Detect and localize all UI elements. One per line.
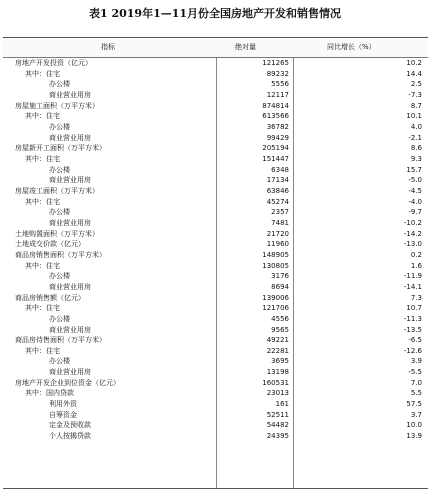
- row-absolute-value: 3695: [271, 357, 289, 366]
- row-indicator: 其中：住宅: [25, 69, 60, 78]
- row-absolute-value: 121706: [262, 304, 289, 313]
- table-row: [3, 420, 428, 431]
- row-growth-value: -11.9: [403, 272, 422, 281]
- row-growth-value: -12.6: [403, 346, 422, 355]
- row-absolute-value: 45274: [266, 197, 289, 206]
- row-absolute-value: 3176: [271, 272, 289, 281]
- row-indicator: 办公楼: [49, 80, 70, 89]
- row-growth-value: -13.5: [403, 325, 422, 334]
- row-absolute-value: 139006: [262, 293, 289, 302]
- row-indicator: 办公楼: [49, 122, 70, 131]
- row-indicator: 商业营业用房: [49, 218, 91, 227]
- row-growth-value: -4.5: [408, 186, 422, 195]
- table-row: [3, 69, 428, 80]
- table-row: [3, 431, 428, 442]
- row-indicator: 土地购置面积（万平方米）: [15, 229, 99, 238]
- row-absolute-value: 121265: [262, 59, 289, 67]
- row-absolute-value: 148905: [262, 250, 289, 259]
- table-header: [3, 38, 428, 58]
- row-indicator: 商品房待售面积（万平方米）: [15, 336, 106, 345]
- row-indicator: 办公楼: [49, 272, 70, 281]
- row-growth-value: -5.5: [408, 368, 422, 377]
- row-growth-value: 10.1: [406, 112, 422, 121]
- row-growth-value: 8.6: [410, 144, 422, 153]
- row-indicator: 其中：住宅: [25, 112, 60, 121]
- row-growth-value: -14.1: [403, 282, 422, 291]
- row-absolute-value: 23013: [266, 389, 289, 398]
- row-absolute-value: 63846: [266, 186, 289, 195]
- row-absolute-value: 5556: [271, 80, 289, 89]
- row-absolute-value: 36782: [266, 122, 289, 131]
- row-indicator: 其中：住宅: [25, 261, 60, 270]
- table-row: [3, 133, 428, 144]
- row-absolute-value: 54482: [266, 421, 289, 430]
- row-absolute-value: 160531: [262, 378, 289, 387]
- row-indicator: 办公楼: [49, 165, 70, 174]
- row-growth-value: 14.4: [406, 69, 422, 78]
- row-indicator: 商业营业用房: [49, 176, 91, 185]
- row-growth-value: -4.0: [408, 197, 422, 206]
- table-row: [3, 314, 428, 325]
- row-growth-value: 10.0: [406, 421, 422, 430]
- row-absolute-value: 151447: [262, 154, 289, 163]
- row-absolute-value: 89232: [266, 69, 289, 78]
- table-row: [3, 399, 428, 410]
- table-row: [3, 197, 428, 208]
- table-row: [3, 58, 428, 69]
- row-absolute-value: 874814: [262, 101, 289, 110]
- row-indicator: 商品房销售额（亿元）: [15, 293, 85, 302]
- row-absolute-value: 24395: [266, 432, 289, 441]
- table-row: [3, 293, 428, 304]
- row-absolute-value: 130805: [262, 261, 289, 270]
- row-absolute-value: 7481: [271, 218, 289, 227]
- table-row: [3, 175, 428, 186]
- table-row: [3, 154, 428, 165]
- row-growth-value: 5.5: [410, 389, 422, 398]
- row-indicator: 房地产开发投资（亿元）: [15, 59, 92, 67]
- row-absolute-value: 4556: [271, 314, 289, 323]
- table-row: [3, 229, 428, 240]
- table-row: [3, 207, 428, 218]
- row-growth-value: 15.7: [406, 165, 422, 174]
- row-indicator: 商业营业用房: [49, 282, 91, 291]
- row-indicator: 自筹资金: [49, 410, 77, 419]
- table-row: [3, 101, 428, 112]
- row-indicator: 商业营业用房: [49, 325, 91, 334]
- row-growth-value: 4.0: [410, 122, 422, 131]
- row-absolute-value: 12117: [266, 90, 289, 99]
- row-indicator: 房屋新开工面积（万平方米）: [15, 144, 106, 153]
- row-indicator: 其中：住宅: [25, 197, 60, 206]
- table-row: [3, 378, 428, 389]
- table-row: [3, 165, 428, 176]
- row-indicator: 其中：住宅: [25, 304, 60, 313]
- row-absolute-value: 11960: [266, 240, 289, 249]
- table-row: [3, 186, 428, 197]
- row-absolute-value: 13198: [266, 368, 289, 377]
- row-absolute-value: 17134: [266, 176, 289, 185]
- row-indicator: 其中：国内贷款: [25, 389, 74, 398]
- row-indicator: 房屋竣工面积（万平方米）: [15, 186, 99, 195]
- row-growth-value: 3.9: [410, 357, 422, 366]
- row-growth-value: -5.0: [408, 176, 422, 185]
- row-indicator: 定金及预收款: [49, 421, 91, 430]
- row-absolute-value: 9565: [271, 325, 289, 334]
- table-row: [3, 325, 428, 336]
- row-indicator: 个人按揭贷款: [49, 432, 91, 441]
- row-indicator: 商品房销售面积（万平方米）: [15, 250, 106, 259]
- row-indicator: 房地产开发企业到位资金（亿元）: [15, 378, 120, 387]
- row-indicator: 办公楼: [49, 357, 70, 366]
- row-growth-value: 13.9: [406, 432, 422, 441]
- row-absolute-value: 21720: [266, 229, 289, 238]
- row-growth-value: 7.0: [410, 378, 422, 387]
- row-absolute-value: 22281: [266, 346, 289, 355]
- row-growth-value: -2.1: [408, 133, 422, 142]
- table-row: [3, 239, 428, 250]
- header-absolute: 绝对量: [235, 43, 256, 51]
- row-indicator: 其中：住宅: [25, 154, 60, 163]
- table-row: [3, 388, 428, 399]
- row-growth-value: -6.5: [408, 336, 422, 345]
- row-absolute-value: 2357: [271, 208, 289, 217]
- table-title: 表1 2019年1—11月份全国房地产开发和销售情况: [88, 7, 342, 20]
- row-indicator: 商业营业用房: [49, 368, 91, 377]
- row-growth-value: 2.5: [410, 80, 422, 89]
- header-indicator: 指标: [101, 43, 115, 51]
- row-indicator: 房屋施工面积（万平方米）: [15, 101, 99, 110]
- table-row: [3, 90, 428, 101]
- table-row: [3, 271, 428, 282]
- row-indicator: 办公楼: [49, 208, 70, 217]
- row-growth-value: 10.7: [406, 304, 422, 313]
- table-row: [3, 410, 428, 421]
- row-growth-value: 10.2: [406, 59, 422, 67]
- row-indicator: 商业营业用房: [49, 90, 91, 99]
- row-growth-value: -13.0: [403, 240, 422, 249]
- table-row: [3, 335, 428, 346]
- row-absolute-value: 6348: [271, 165, 289, 174]
- row-growth-value: -7.3: [408, 90, 422, 99]
- row-indicator: 办公楼: [49, 314, 70, 323]
- table-row: [3, 79, 428, 90]
- row-indicator: 利用外资: [49, 400, 77, 409]
- row-absolute-value: 8694: [271, 282, 289, 291]
- row-growth-value: -9.7: [408, 208, 422, 217]
- table-row: [3, 218, 428, 229]
- data-table: [3, 37, 428, 489]
- row-growth-value: 9.3: [410, 154, 422, 163]
- row-indicator: 商业营业用房: [49, 133, 91, 142]
- row-absolute-value: 52511: [266, 410, 289, 419]
- row-indicator: 土地成交价款（亿元）: [15, 240, 85, 249]
- row-growth-value: 57.5: [406, 400, 422, 409]
- row-growth-value: 1.6: [410, 261, 422, 270]
- table-row: [3, 356, 428, 367]
- row-growth-value: 0.2: [410, 250, 422, 259]
- row-indicator: 其中：住宅: [25, 346, 60, 355]
- table-row: [3, 367, 428, 378]
- row-absolute-value: 49221: [266, 336, 289, 345]
- table-row: [3, 250, 428, 261]
- row-growth-value: -10.2: [403, 218, 422, 227]
- row-growth-value: -11.3: [403, 314, 422, 323]
- row-growth-value: 3.7: [410, 410, 422, 419]
- table-row: [3, 261, 428, 272]
- row-absolute-value: 613566: [262, 112, 289, 121]
- header-growth: 同比增长（%）: [327, 43, 376, 51]
- row-growth-value: -14.2: [403, 229, 422, 238]
- row-absolute-value: 161: [275, 400, 289, 409]
- row-absolute-value: 205194: [262, 144, 289, 153]
- table-row: [3, 143, 428, 154]
- table-row: [3, 111, 428, 122]
- table-row: [3, 303, 428, 314]
- row-growth-value: 8.7: [410, 101, 422, 110]
- table-row: [3, 282, 428, 293]
- table-row: [3, 122, 428, 133]
- row-growth-value: 7.3: [410, 293, 422, 302]
- row-absolute-value: 99429: [266, 133, 289, 142]
- table-row: [3, 346, 428, 357]
